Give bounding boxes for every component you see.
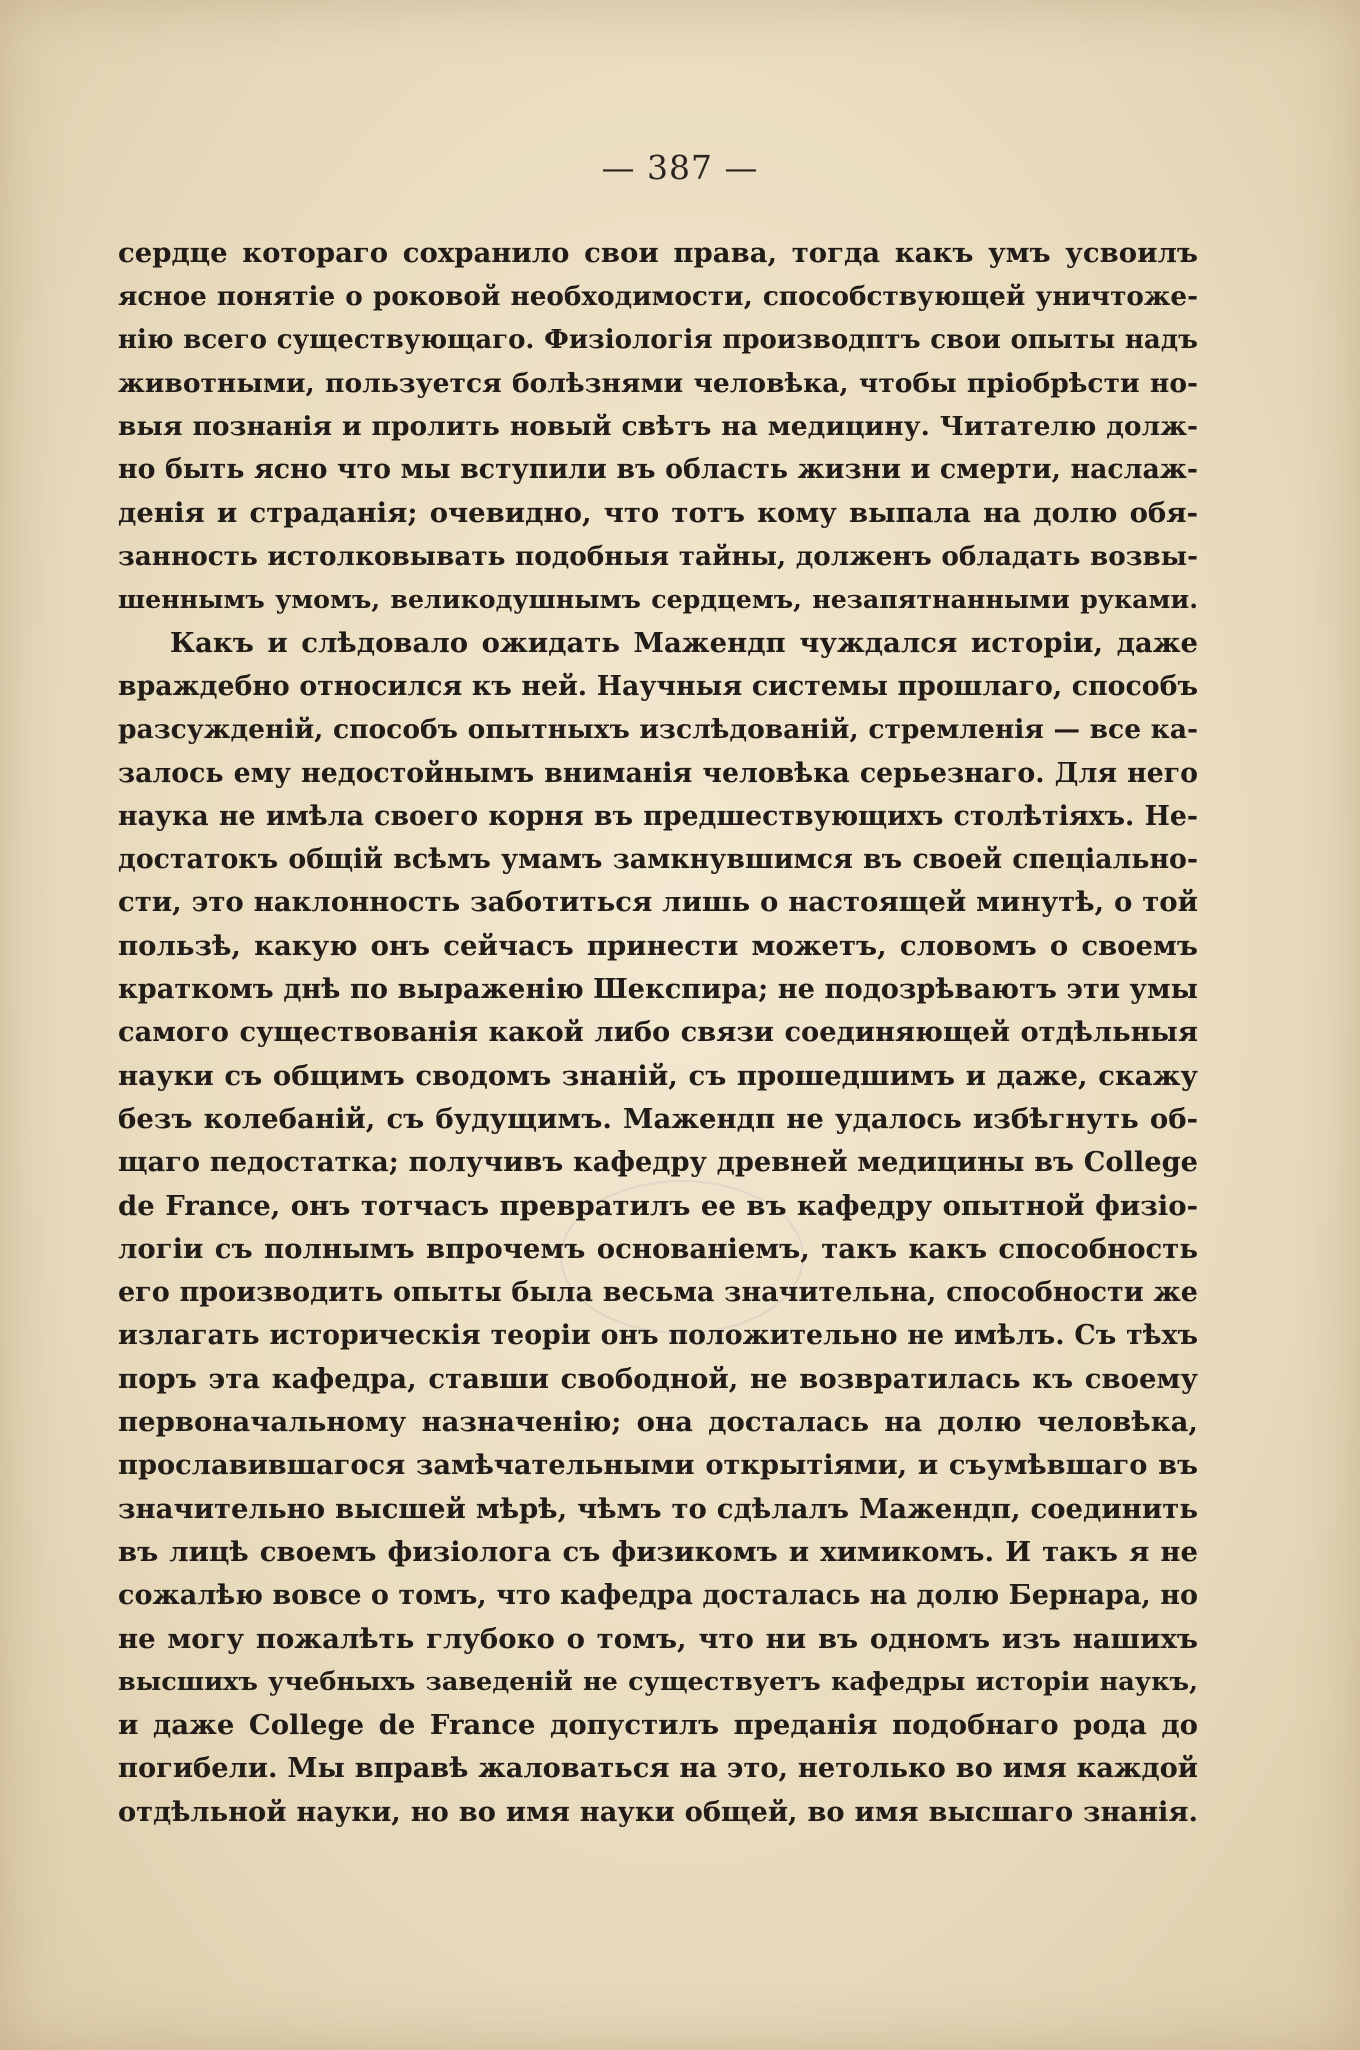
text-line: науки съ общимъ сводомъ знаній, съ прошедшимъ и даже, скажу xyxy=(118,1059,1198,1092)
text-line: краткомъ днѣ по выраженію Шекспира; не подозрѣваютъ эти умы xyxy=(118,973,1198,1006)
text-line: наука не имѣла своего корня въ предшествующихъ столѣтіяхъ. Не- xyxy=(118,800,1198,832)
text-line: первоначальному назначенію; она досталась на долю человѣка, xyxy=(118,1406,1198,1439)
text-line: прославившагося замѣчательными открытіями, и съумѣвшаго въ xyxy=(118,1449,1198,1482)
text-line: въ лицѣ своемъ физіолога съ физикомъ и химикомъ. И такъ я не xyxy=(118,1535,1198,1568)
text-line: выя познанія и пролить новый свѣтъ на медицину. Читателю долж- xyxy=(118,411,1198,443)
text-line: сердце котораго сохранило свои права, тогда какъ умъ усвоилъ xyxy=(118,237,1198,269)
text-line: достатокъ общій всѣмъ умамъ замкнувшимся въ своей спеціально- xyxy=(118,844,1198,876)
text-line: и даже College de France допустилъ преданія подобнаго рода до xyxy=(118,1709,1198,1742)
text-line: но быть ясно что мы вступили въ область жизни и смерти, наслаж- xyxy=(118,454,1198,486)
text-line: поръ эта кафедра, ставши свободной, не возвратилась къ своему xyxy=(118,1362,1198,1395)
text-line: сти, это наклонность заботиться лишь о настоящей минутѣ, о той xyxy=(118,886,1198,919)
text-line: значительно высшей мѣрѣ, чѣмъ то сдѣлалъ Мажендп, соединить xyxy=(118,1492,1198,1525)
text-line: самого существованія какой либо связи соединяющей отдѣльныя xyxy=(118,1016,1198,1049)
text-line: занность истолковывать подобныя тайны, долженъ обладать возвы- xyxy=(118,541,1198,573)
text-line: животными, пользуется болѣзнями человѣка, чтобы пріобрѣсти но- xyxy=(118,367,1198,399)
text-line: враждебно относился къ ней. Научныя системы прошлаго, способъ xyxy=(118,670,1198,702)
text-line: нію всего существующаго. Физіологія производптъ свои опыты надъ xyxy=(118,324,1198,355)
text-line: его производить опыты была весьма значительна, способности же xyxy=(118,1277,1198,1309)
page-number: — 387 — xyxy=(601,148,759,187)
text-line: излагать историческія теоріи онъ положительно не имѣлъ. Съ тѣхъ xyxy=(118,1320,1198,1352)
text-line: погибели. Мы вправѣ жаловаться на это, нетолько во имя каждой xyxy=(118,1752,1198,1785)
text-line: безъ колебаній, съ будущимъ. Мажендп не удалось избѣгнуть об- xyxy=(118,1102,1198,1135)
body-text xyxy=(118,232,1198,1834)
text-line: высшихъ учебныхъ заведеній не существуетъ кафедры исторіи наукъ, xyxy=(118,1666,1198,1697)
text-line: залось ему недостойнымъ вниманія человѣка серьезнаго. Для него xyxy=(118,757,1198,789)
text-line: Какъ и слѣдовало ожидать Мажендп чуждался исторіи, даже xyxy=(170,626,1198,659)
text-line: не могу пожалѣть глубоко о томъ, что ни въ одномъ изъ нашихъ xyxy=(118,1622,1198,1655)
text-line: денія и страданія; очевидно, что тотъ кому выпала на долю обя- xyxy=(118,496,1198,529)
text-line: щаго педостатка; получивъ кафедру древней медицины въ College xyxy=(118,1146,1198,1179)
text-line: логіи съ полнымъ впрочемъ основаніемъ, такъ какъ способность xyxy=(118,1232,1198,1265)
text-line: шеннымъ умомъ, великодушнымъ сердцемъ, незапятнанными руками. xyxy=(118,584,1198,615)
text-line: ясное понятіе о роковой необходимости, способствующей уничтоже- xyxy=(118,281,1198,313)
text-line: de France, онъ тотчасъ превратилъ ее въ кафедру опытной физіо- xyxy=(118,1189,1198,1222)
text-line: сожалѣю вовсе о томъ, что кафедра досталась на долю Бернара, но xyxy=(118,1580,1198,1612)
text-line: пользѣ, какую онъ сейчасъ принести можетъ, словомъ о своемъ xyxy=(118,929,1198,962)
text-line: отдѣльной науки, но во имя науки общей, во имя высшаго знанія. xyxy=(118,1795,1198,1828)
text-line: разсужденій, способъ опытныхъ изслѣдованій, стремленія — все ка- xyxy=(118,714,1198,746)
